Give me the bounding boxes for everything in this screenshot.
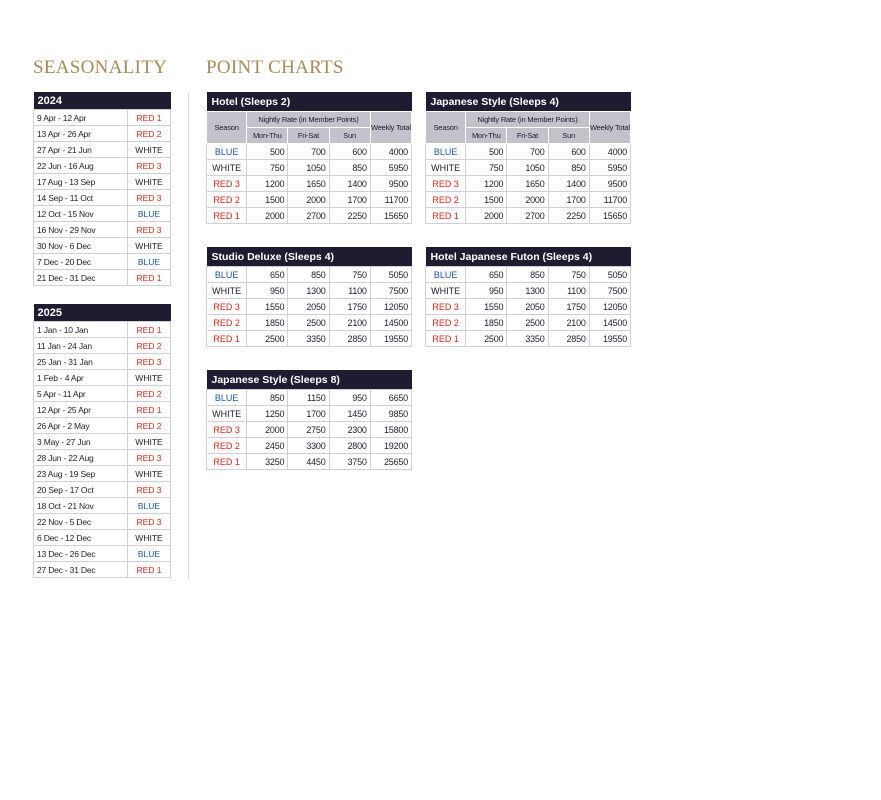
fri-sat-header: Fri-Sat: [507, 128, 548, 144]
season-row: [34, 386, 171, 402]
season-row: [34, 514, 171, 530]
season-label: RED 1: [207, 208, 247, 224]
sun-header: Sun: [329, 128, 370, 144]
date-range: 28 Jun - 22 Aug: [34, 450, 128, 466]
season-label: RED 1: [207, 331, 247, 347]
points-value: 5050: [370, 267, 411, 283]
points-value: 3750: [329, 454, 370, 470]
chart-title-row: [207, 247, 412, 267]
points-value: 14500: [589, 315, 630, 331]
season-year-row: [34, 304, 171, 322]
season-label: WHITE: [207, 406, 247, 422]
season-row: [34, 450, 171, 466]
season-label: RED 3: [128, 354, 171, 370]
season-table-2025: [33, 304, 171, 578]
nightly-rate-header: Nightly Rate (in Member Points): [466, 112, 590, 128]
points-value: 12050: [370, 299, 411, 315]
rate-row: [426, 176, 631, 192]
points-value: 600: [548, 144, 589, 160]
rate-row: [207, 299, 412, 315]
date-range: 6 Dec - 12 Dec: [34, 530, 128, 546]
seasonality-heading: SEASONALITY: [33, 57, 168, 78]
points-value: 3300: [288, 438, 329, 454]
column-divider: [188, 92, 189, 580]
points-value: 2500: [466, 331, 507, 347]
points-value: 25650: [370, 454, 411, 470]
season-label: RED 1: [128, 562, 171, 578]
season-row: [34, 142, 171, 158]
points-value: 850: [329, 160, 370, 176]
season-label: BLUE: [426, 267, 466, 283]
season-year-label: 2025: [34, 304, 171, 322]
points-value: 850: [247, 390, 288, 406]
points-value: 1250: [247, 406, 288, 422]
season-label: WHITE: [128, 174, 171, 190]
points-value: 1050: [288, 160, 329, 176]
points-value: 1200: [247, 176, 288, 192]
points-value: 1300: [288, 283, 329, 299]
date-range: 16 Nov - 29 Nov: [34, 222, 128, 238]
points-value: 950: [466, 283, 507, 299]
points-value: 750: [548, 267, 589, 283]
rate-row: [207, 331, 412, 347]
points-value: 2850: [329, 331, 370, 347]
points-value: 2500: [247, 331, 288, 347]
rate-row: [207, 422, 412, 438]
rate-row: [207, 406, 412, 422]
chart-header-row: [207, 112, 412, 128]
points-value: 850: [507, 267, 548, 283]
points-value: 1850: [247, 315, 288, 331]
points-value: 3250: [247, 454, 288, 470]
points-value: 9500: [370, 176, 411, 192]
points-value: 9500: [589, 176, 630, 192]
chart-title: Studio Deluxe (Sleeps 4): [207, 247, 412, 267]
chart-title: Japanese Style (Sleeps 8): [207, 370, 412, 390]
rate-row: [426, 299, 631, 315]
points-value: 15650: [370, 208, 411, 224]
date-range: 17 Aug - 13 Sep: [34, 174, 128, 190]
season-label: WHITE: [128, 530, 171, 546]
season-label: BLUE: [426, 144, 466, 160]
season-row: [34, 238, 171, 254]
chart-title-row: [426, 247, 631, 267]
points-value: 2000: [507, 192, 548, 208]
points-value: 1550: [247, 299, 288, 315]
rate-row: [207, 176, 412, 192]
sun-header: Sun: [548, 128, 589, 144]
points-value: 1650: [507, 176, 548, 192]
season-row: [34, 158, 171, 174]
chart-title: Hotel Japanese Futon (Sleeps 4): [426, 247, 631, 267]
season-label: WHITE: [128, 238, 171, 254]
season-label: RED 2: [128, 386, 171, 402]
season-label: BLUE: [128, 254, 171, 270]
season-col-header: Season: [207, 112, 247, 144]
season-label: RED 1: [128, 270, 171, 286]
season-label: RED 3: [128, 514, 171, 530]
date-range: 13 Apr - 26 Apr: [34, 126, 128, 142]
points-value: 5950: [589, 160, 630, 176]
date-range: 9 Apr - 12 Apr: [34, 110, 128, 126]
season-row: [34, 270, 171, 286]
chart-title-row: [207, 92, 412, 112]
points-value: 850: [288, 267, 329, 283]
season-label: RED 2: [207, 438, 247, 454]
season-row: [34, 222, 171, 238]
points-value: 1150: [288, 390, 329, 406]
points-value: 950: [247, 283, 288, 299]
season-row: [34, 466, 171, 482]
points-value: 1750: [548, 299, 589, 315]
points-value: 19550: [370, 331, 411, 347]
points-value: 750: [329, 267, 370, 283]
season-label: RED 3: [426, 176, 466, 192]
points-value: 2000: [466, 208, 507, 224]
rate-row: [426, 315, 631, 331]
points-value: 5950: [370, 160, 411, 176]
season-label: RED 2: [207, 192, 247, 208]
points-value: 4000: [370, 144, 411, 160]
season-row: [34, 546, 171, 562]
date-range: 25 Jan - 31 Jan: [34, 354, 128, 370]
season-label: BLUE: [128, 206, 171, 222]
weekly-total-header: Weekly Total: [589, 112, 630, 144]
date-range: 26 Apr - 2 May: [34, 418, 128, 434]
date-range: 23 Aug - 19 Sep: [34, 466, 128, 482]
points-value: 2000: [288, 192, 329, 208]
points-value: 500: [247, 144, 288, 160]
points-value: 2250: [329, 208, 370, 224]
points-value: 2050: [288, 299, 329, 315]
rate-row: [426, 144, 631, 160]
season-label: BLUE: [128, 498, 171, 514]
season-label: WHITE: [128, 370, 171, 386]
rate-row: [426, 331, 631, 347]
points-value: 2850: [548, 331, 589, 347]
date-range: 22 Nov - 5 Dec: [34, 514, 128, 530]
season-row: [34, 498, 171, 514]
season-label: RED 2: [128, 338, 171, 354]
rate-row: [207, 454, 412, 470]
mon-thu-header: Mon-Thu: [466, 128, 507, 144]
points-value: 14500: [370, 315, 411, 331]
rate-row: [207, 144, 412, 160]
points-value: 4000: [589, 144, 630, 160]
rate-row: [207, 267, 412, 283]
date-range: 18 Oct - 21 Nov: [34, 498, 128, 514]
points-value: 1400: [329, 176, 370, 192]
season-label: RED 2: [128, 126, 171, 142]
season-row: [34, 562, 171, 578]
points-value: 2700: [507, 208, 548, 224]
points-value: 2050: [507, 299, 548, 315]
season-row: [34, 418, 171, 434]
date-range: 1 Feb - 4 Apr: [34, 370, 128, 386]
season-label: RED 2: [426, 192, 466, 208]
season-label: BLUE: [207, 144, 247, 160]
points-value: 1200: [466, 176, 507, 192]
weekly-total-header: Weekly Total: [370, 112, 411, 144]
date-range: 30 Nov - 6 Dec: [34, 238, 128, 254]
points-value: 950: [329, 390, 370, 406]
points-value: 3350: [288, 331, 329, 347]
chart-title-row: [207, 370, 412, 390]
points-value: 750: [247, 160, 288, 176]
points-value: 19200: [370, 438, 411, 454]
season-label: RED 3: [207, 299, 247, 315]
date-range: 5 Apr - 11 Apr: [34, 386, 128, 402]
points-value: 2300: [329, 422, 370, 438]
date-range: 12 Oct - 15 Nov: [34, 206, 128, 222]
rate-row: [207, 390, 412, 406]
fri-sat-header: Fri-Sat: [288, 128, 329, 144]
date-range: 12 Apr - 25 Apr: [34, 402, 128, 418]
season-label: WHITE: [207, 283, 247, 299]
season-row: [34, 174, 171, 190]
season-col-header: Season: [426, 112, 466, 144]
season-row: [34, 530, 171, 546]
points-value: 1450: [329, 406, 370, 422]
date-range: 1 Jan - 10 Jan: [34, 322, 128, 338]
rate-row: [207, 438, 412, 454]
points-value: 1550: [466, 299, 507, 315]
rate-row: [426, 283, 631, 299]
points-value: 700: [288, 144, 329, 160]
date-range: 7 Dec - 20 Dec: [34, 254, 128, 270]
points-value: 1650: [288, 176, 329, 192]
rate-row: [207, 192, 412, 208]
date-range: 27 Dec - 31 Dec: [34, 562, 128, 578]
season-label: BLUE: [207, 267, 247, 283]
points-value: 1500: [247, 192, 288, 208]
rate-row: [207, 208, 412, 224]
points-value: 1500: [466, 192, 507, 208]
points-value: 1050: [507, 160, 548, 176]
points-value: 15800: [370, 422, 411, 438]
season-label: RED 3: [128, 450, 171, 466]
nightly-rate-header: Nightly Rate (in Member Points): [247, 112, 371, 128]
points-value: 1100: [548, 283, 589, 299]
points-value: 2100: [548, 315, 589, 331]
season-row: [34, 338, 171, 354]
points-value: 1100: [329, 283, 370, 299]
points-value: 600: [329, 144, 370, 160]
season-row: [34, 110, 171, 126]
points-value: 500: [466, 144, 507, 160]
season-table-2024: [33, 92, 171, 286]
point-chart-table: [206, 92, 412, 224]
points-value: 2000: [247, 208, 288, 224]
season-label: RED 1: [128, 110, 171, 126]
season-label: RED 2: [426, 315, 466, 331]
rate-row: [207, 283, 412, 299]
season-row: [34, 434, 171, 450]
date-range: 20 Sep - 17 Oct: [34, 482, 128, 498]
season-label: RED 3: [128, 158, 171, 174]
points-value: 1850: [466, 315, 507, 331]
points-value: 15650: [589, 208, 630, 224]
rate-row: [207, 160, 412, 176]
rate-row: [426, 267, 631, 283]
point-chart-table: [425, 247, 631, 347]
season-label: RED 2: [128, 418, 171, 434]
season-row: [34, 482, 171, 498]
points-value: 2500: [507, 315, 548, 331]
point-charts-heading: POINT CHARTS: [206, 57, 344, 78]
points-value: 1400: [548, 176, 589, 192]
season-year-row: [34, 92, 171, 110]
season-label: BLUE: [128, 546, 171, 562]
season-label: RED 3: [128, 222, 171, 238]
point-chart-table: [206, 370, 412, 470]
points-value: 650: [466, 267, 507, 283]
points-value: 7500: [370, 283, 411, 299]
points-value: 700: [507, 144, 548, 160]
points-value: 4450: [288, 454, 329, 470]
points-value: 6650: [370, 390, 411, 406]
season-label: RED 1: [128, 322, 171, 338]
season-label: WHITE: [426, 283, 466, 299]
date-range: 27 Apr - 21 Jun: [34, 142, 128, 158]
season-label: RED 1: [207, 454, 247, 470]
points-value: 11700: [589, 192, 630, 208]
season-label: WHITE: [426, 160, 466, 176]
season-row: [34, 126, 171, 142]
date-range: 22 Jun - 16 Aug: [34, 158, 128, 174]
rate-row: [426, 160, 631, 176]
season-year-label: 2024: [34, 92, 171, 110]
season-label: RED 3: [426, 299, 466, 315]
season-label: RED 3: [207, 422, 247, 438]
season-row: [34, 254, 171, 270]
season-row: [34, 190, 171, 206]
points-value: 750: [466, 160, 507, 176]
rate-row: [426, 192, 631, 208]
season-row: [34, 206, 171, 222]
rate-row: [426, 208, 631, 224]
points-value: 2100: [329, 315, 370, 331]
points-value: 7500: [589, 283, 630, 299]
points-value: 2500: [288, 315, 329, 331]
season-label: WHITE: [128, 142, 171, 158]
points-value: 19550: [589, 331, 630, 347]
chart-header-row: [426, 112, 631, 128]
season-row: [34, 370, 171, 386]
season-label: RED 1: [426, 331, 466, 347]
season-label: WHITE: [207, 160, 247, 176]
points-value: 3350: [507, 331, 548, 347]
chart-title: Japanese Style (Sleeps 4): [426, 92, 631, 112]
points-value: 2000: [247, 422, 288, 438]
points-value: 650: [247, 267, 288, 283]
points-value: 2800: [329, 438, 370, 454]
rate-row: [207, 315, 412, 331]
date-range: 14 Sep - 11 Oct: [34, 190, 128, 206]
chart-title-row: [426, 92, 631, 112]
points-value: 9850: [370, 406, 411, 422]
points-value: 1300: [507, 283, 548, 299]
season-label: WHITE: [128, 434, 171, 450]
points-value: 1700: [548, 192, 589, 208]
date-range: 21 Dec - 31 Dec: [34, 270, 128, 286]
date-range: 11 Jan - 24 Jan: [34, 338, 128, 354]
points-value: 1700: [329, 192, 370, 208]
season-label: RED 3: [128, 190, 171, 206]
points-value: 2450: [247, 438, 288, 454]
points-value: 1750: [329, 299, 370, 315]
point-chart-table: [206, 247, 412, 347]
points-value: 12050: [589, 299, 630, 315]
points-value: 2700: [288, 208, 329, 224]
points-value: 850: [548, 160, 589, 176]
season-row: [34, 354, 171, 370]
season-label: WHITE: [128, 466, 171, 482]
chart-title: Hotel (Sleeps 2): [207, 92, 412, 112]
points-value: 11700: [370, 192, 411, 208]
points-value: 1700: [288, 406, 329, 422]
season-label: RED 2: [207, 315, 247, 331]
season-row: [34, 322, 171, 338]
season-label: RED 3: [128, 482, 171, 498]
points-value: 2750: [288, 422, 329, 438]
point-chart-table: [425, 92, 631, 224]
date-range: 13 Dec - 26 Dec: [34, 546, 128, 562]
season-label: RED 3: [207, 176, 247, 192]
points-value: 2250: [548, 208, 589, 224]
date-range: 3 May - 27 Jun: [34, 434, 128, 450]
season-row: [34, 402, 171, 418]
season-label: RED 1: [128, 402, 171, 418]
season-label: BLUE: [207, 390, 247, 406]
mon-thu-header: Mon-Thu: [247, 128, 288, 144]
season-label: RED 1: [426, 208, 466, 224]
points-value: 5050: [589, 267, 630, 283]
